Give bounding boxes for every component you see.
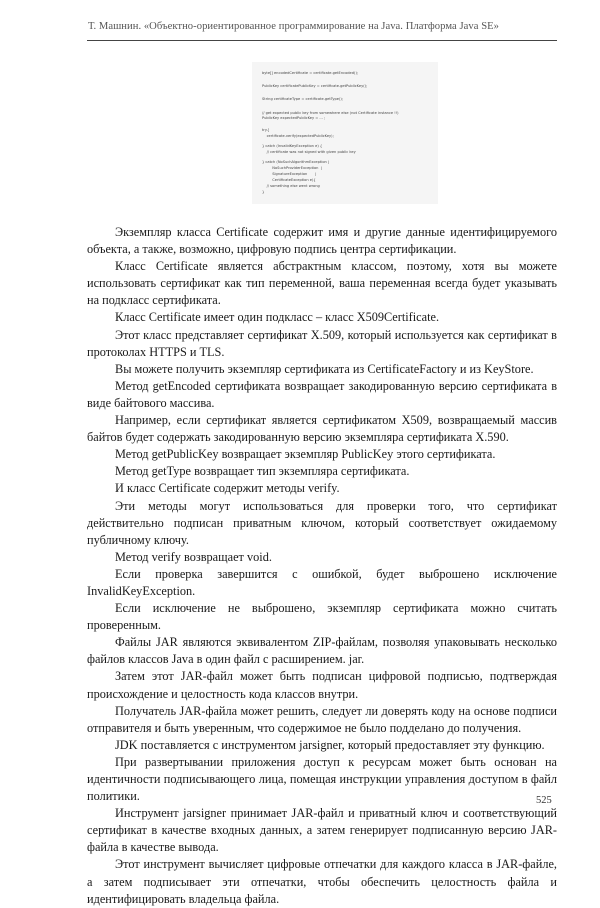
paragraph: Метод getEncoded сертификата возвращает закодированную версию сертификата в виде байтового массива. — [87, 378, 557, 410]
paragraph: Файлы JAR являются эквивалентом ZIP-файлам, позволяя упаковывать несколько файлов классов Java в один файл с расширением. jar. — [87, 635, 557, 667]
paragraph: Экземпляр класса Certificate содержит имя и другие данные идентифицируемого объекта, а также, возможно, цифровую подпись центра сертификации. — [87, 225, 557, 257]
code-line: } catch (NoSuchAlgorithmException | — [262, 160, 330, 164]
header-rule — [87, 40, 557, 41]
code-line: certificate.verify(expectedPublicKey); — [262, 134, 334, 138]
paragraph: JDK поставляется с инструментом jarsigner, который предоставляет эту функцию. — [115, 737, 545, 752]
paragraph: Класс Certificate имеет один подкласс – класс X509Certificate. — [115, 310, 440, 325]
code-screenshot — [252, 62, 438, 204]
paragraph-continuation: InvalidKeyException. — [87, 583, 196, 598]
paragraph: Вы можете получить экземпляр сертификата из CertificateFactory и из KeyStore. — [115, 361, 534, 376]
page-number: 525 — [536, 795, 552, 806]
code-line: PublicKey expectedPublicKey = ... ; — [262, 116, 326, 120]
paragraph: Метод getType возвращает тип экземпляра сертификата. — [115, 464, 410, 479]
code-line: NoSuchProviderException | — [262, 166, 322, 170]
body-text — [87, 224, 557, 908]
code-line: String certificateType = certificate.getType(); — [262, 97, 343, 101]
code-line: } — [262, 190, 265, 194]
paragraph: Получатель JAR-файла может решить, следует ли доверять коду на основе подписи отправителя и быть уверенным, что содержимое не было подделано до получения. — [87, 703, 557, 735]
paragraph: Метод verify возвращает void. — [115, 549, 272, 564]
paragraph: Если проверка завершится с ошибкой, будет выброшено исключение — [115, 566, 557, 581]
code-line: } catch (InvalidKeyException e) { — [262, 144, 323, 148]
paragraph: Если исключение не выброшено, экземпляр сертификата можно считать проверенным. — [87, 601, 557, 633]
code-line: byte[] encodedCertificate = certificate.getEncoded(); — [262, 71, 359, 75]
code-line: // get expected public key from somewhere else (not Certificate instance !!) — [262, 111, 399, 115]
paragraph: Класс Certificate является абстрактным классом, поэтому, хотя вы можете использовать сертификат как тип переменной, ваша переменная всегда будет указывать на подкласс сертификата. — [87, 259, 557, 308]
running-header: Т. Машнин. «Объектно-ориентированное программирование на Java. Платформа Java SE» — [88, 21, 500, 32]
code-line: // certificate was not signed with given public key — [262, 150, 356, 154]
paragraph: Затем этот JAR-файл может быть подписан цифровой подписью, подтверждая происхождение и целостность кода классов внутри. — [87, 669, 557, 701]
code-line: // something else went wrong — [262, 184, 320, 188]
code-line: CertificateException e){ — [262, 178, 316, 182]
code-line: PublicKey certificatePublicKey = certificate.getPublicKey(); — [262, 84, 368, 88]
paragraph: Эти методы могут использоваться для проверки того, что сертификат действительно подписан приватным ключом, который соответствует ожидаемому публичному ключу. — [87, 498, 557, 547]
code-line: SignatureException | — [262, 172, 317, 176]
code-line: try{ — [262, 128, 270, 132]
paragraph: Например, если сертификат является сертификатом X509, возвращаемый массив байтов будет содержать закодированную версию экземпляра сертификата X.590. — [87, 413, 557, 445]
paragraph: Этот инструмент вычисляет цифровые отпечатки для каждого класса в JAR-файле, а затем подписывает эти отпечатки, чтобы обеспечить целостность файла и идентифицировать владельца файла. — [87, 857, 557, 906]
paragraph: При развертывании приложения доступ к ресурсам может быть основан на идентичности подписывающего лица, помещая инструкции управления доступом в файл политики. — [87, 754, 557, 804]
paragraph: Инструмент jarsigner принимает JAR-файл и приватный ключ и соответствующий сертификат в качестве входных данных, а затем генерирует подписанную версию JAR-файла в качестве вывода. — [87, 806, 557, 855]
paragraph: И класс Certificate содержит методы verify. — [115, 481, 340, 496]
paragraph: Метод getPublicKey возвращает экземпляр PublicKey этого сертификата. — [115, 447, 496, 462]
paragraph: Этот класс представляет сертификат X.509, который используется как сертификат в протоколах HTTPS и TLS. — [87, 327, 557, 359]
